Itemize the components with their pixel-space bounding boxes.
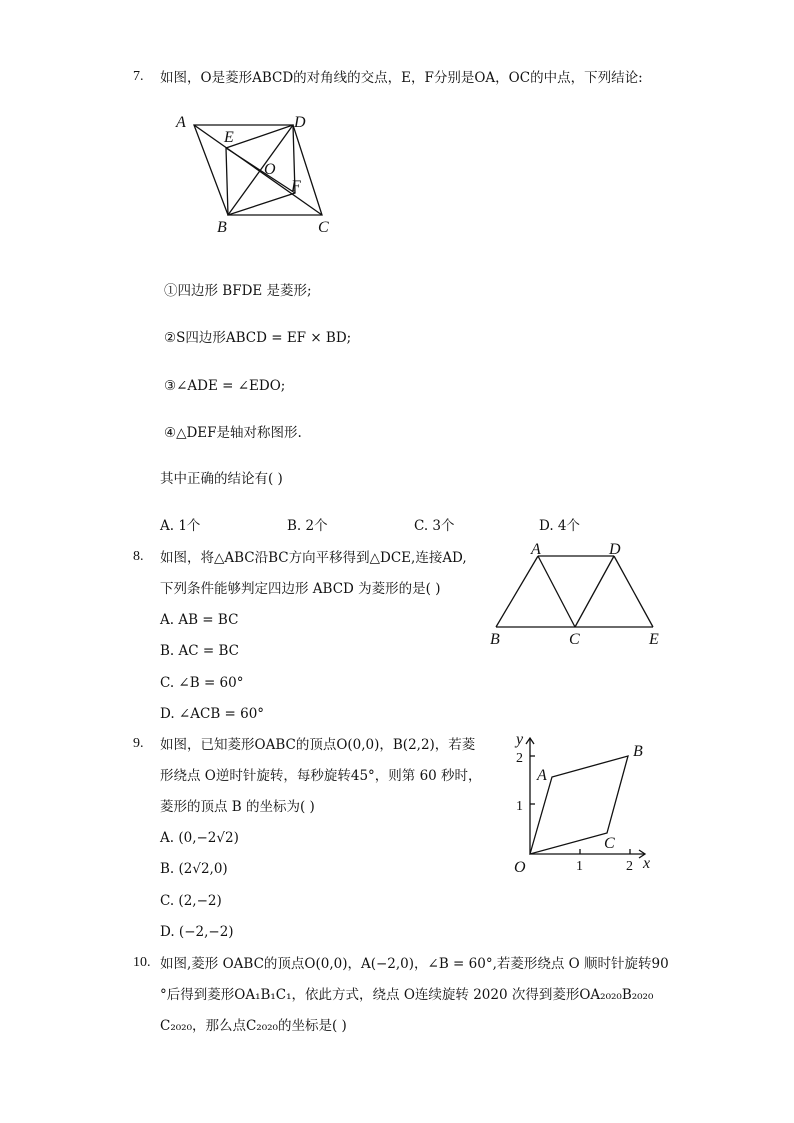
- q9-label-y: y: [516, 731, 524, 748]
- q7-label-E: E: [224, 129, 234, 146]
- q9-option-d: D. (−2,−2): [160, 924, 234, 940]
- q10-stem-line-1: 如图,菱形 OABC的顶点O(0,0)，A(−2,0)，∠B = 60°,若菱形绕点 O 顺时针旋转90: [160, 956, 669, 972]
- q8-label-E: E: [649, 631, 659, 648]
- q7-label-A: A: [176, 114, 186, 131]
- q8-label-C: C: [569, 631, 580, 648]
- q7-option-c: C. 3个: [414, 518, 455, 534]
- q10-stem-line-2: °后得到菱形OA₁B₁C₁，依此方式，绕点 O连续旋转 2020 次得到菱形OA₂₀₂₀B₂₀₂₀: [160, 987, 654, 1003]
- q7-label-B: B: [217, 219, 227, 236]
- q9-stem-line-1: 如图，已知菱形OABC的顶点O(0,0)，B(2,2)，若菱: [160, 737, 476, 753]
- q9-label-O: O: [514, 859, 526, 876]
- q9-stem-line-3: 菱形的顶点 B 的坐标为( ): [160, 799, 315, 815]
- q8-stem-line-2: 下列条件能够判定四边形 ABCD 为菱形的是( ): [160, 581, 441, 597]
- q7-option-a: A. 1个: [160, 518, 201, 534]
- q7-number: 7.: [133, 69, 144, 84]
- q9-label-B: B: [633, 743, 643, 760]
- q8-option-b: B. AC = BC: [160, 643, 239, 659]
- q8-option-d: D. ∠ACB = 60°: [160, 706, 265, 722]
- q9-label-A: A: [537, 767, 547, 784]
- q7-option-b: B. 2个: [287, 518, 328, 534]
- q7-question: 其中正确的结论有( ): [160, 471, 283, 487]
- q9-stem-line-2: 形绕点 O逆时针旋转，每秒旋转45°，则第 60 秒时，: [160, 768, 482, 784]
- q9-label-x: x: [643, 855, 651, 872]
- q7-statement-2: ②S四边形ABCD = EF × BD;: [164, 330, 352, 346]
- q8-label-D: D: [609, 541, 621, 558]
- q7-stem: 如图，O是菱形ABCD的对角线的交点，E，F分别是OA，OC的中点，下列结论:: [160, 70, 643, 86]
- q9-xtick-2: 2: [626, 859, 633, 874]
- q8-option-c: C. ∠B = 60°: [160, 675, 244, 691]
- q7-label-F: F: [291, 178, 301, 195]
- q8-label-B: B: [490, 631, 500, 648]
- q7-option-d: D. 4个: [539, 518, 581, 534]
- q9-label-C: C: [604, 835, 615, 852]
- q7-statement-4: ④△DEF是轴对称图形.: [164, 425, 302, 441]
- q7-label-D: D: [294, 114, 306, 131]
- q7-statement-1: ①四边形 BFDE 是菱形;: [164, 283, 312, 299]
- q8-number: 8.: [133, 549, 144, 564]
- q8-stem-line-1: 如图，将△ABC沿BC方向平移得到△DCE,连接AD,: [160, 550, 467, 566]
- q8-label-A: A: [531, 541, 541, 558]
- q9-option-c: C. (2,−2): [160, 893, 222, 909]
- q7-label-O: O: [264, 161, 276, 178]
- q9-option-a: A. (0,−2√2): [160, 830, 239, 846]
- q10-stem-line-3: C₂₀₂₀，那么点C₂₀₂₀的坐标是( ): [160, 1018, 347, 1034]
- q10-number: 10.: [133, 955, 151, 970]
- q9-ytick-1: 1: [516, 799, 523, 814]
- q7-label-C: C: [318, 219, 329, 236]
- q8-option-a: A. AB = BC: [160, 612, 239, 628]
- q9-ytick-2: 2: [516, 751, 523, 766]
- q9-xtick-1: 1: [576, 859, 583, 874]
- q9-option-b: B. (2√2,0): [160, 861, 228, 877]
- q9-number: 9.: [133, 736, 144, 751]
- q7-statement-3: ③∠ADE = ∠EDO;: [164, 378, 286, 394]
